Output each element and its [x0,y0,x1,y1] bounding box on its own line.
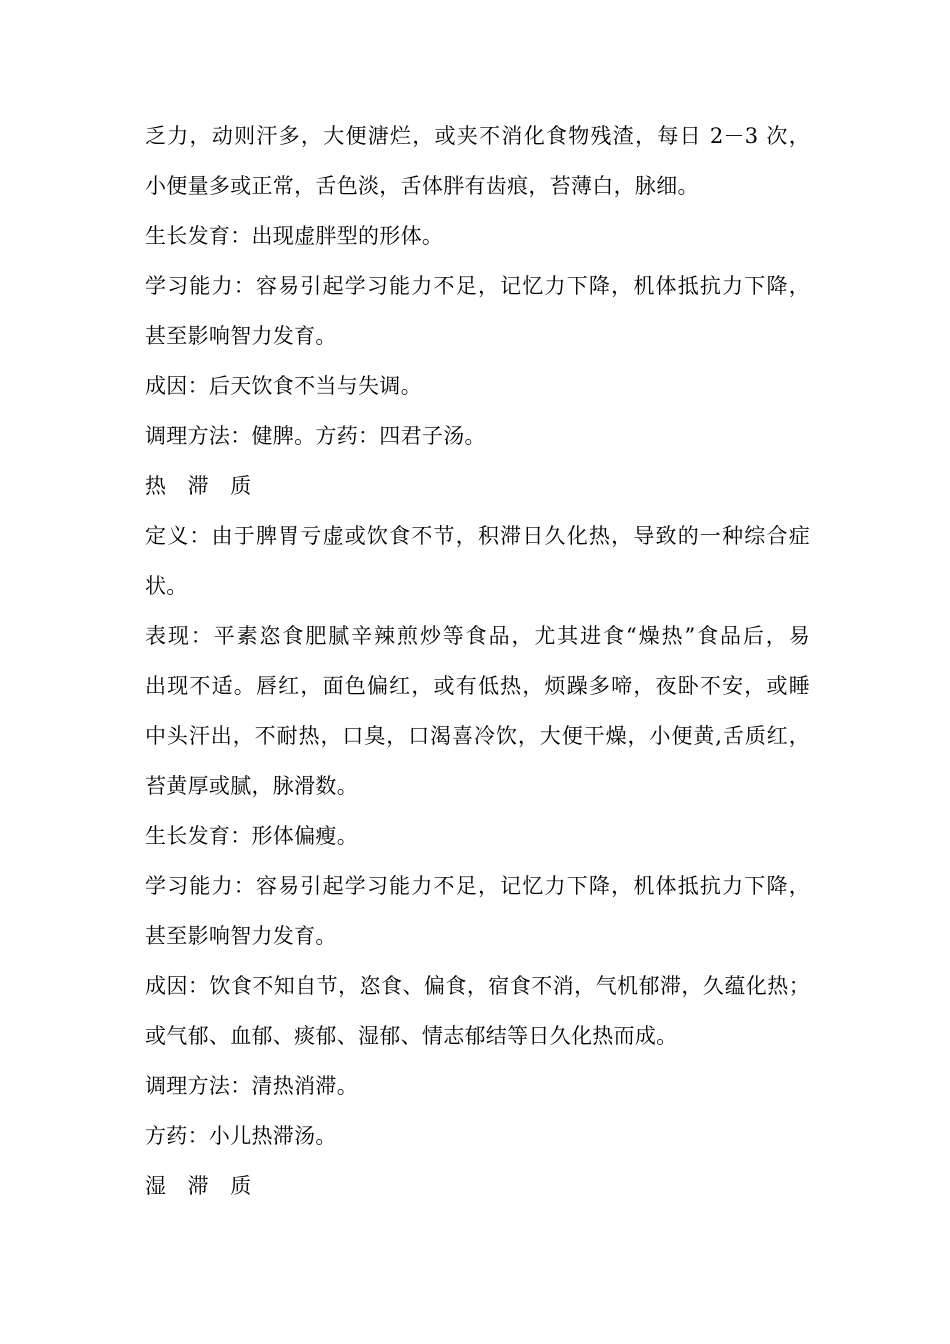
text-line: 生长发育：出现虚胖型的形体。 [145,224,444,248]
text-line: 成因：饮食不知自节，恣食、偏食，宿食不消，气机郁滞，久蕴化热； [145,974,810,998]
text-line: 表现：平素恣食肥腻辛辣煎炒等食品，尤其进食“燥热”食品后，易 [145,624,810,648]
text-line: 出现不适。唇红，面色偏红，或有低热，烦躁多啼，夜卧不安，或睡 [145,674,810,698]
text-line: 学习能力：容易引起学习能力不足，记忆力下降，机体抵抗力下降， [145,274,810,298]
text-line: 或气郁、血郁、痰郁、湿郁、情志郁结等日久化热而成。 [145,1024,678,1048]
text-line: 成因：后天饮食不当与失调。 [145,374,422,398]
section-heading: 湿 滞 质 [145,1174,252,1198]
text-line: 生长发育：形体偏瘦。 [145,824,358,848]
text-line: 方药：小儿热滞汤。 [145,1124,337,1148]
section-heading: 热 滞 质 [145,474,252,498]
document-page [145,118,810,1218]
text-line: 乏力，动则汗多，大便溏烂，或夹不消化食物残渣，每日 2－3 次， [145,124,810,148]
text-line: 中头汗出，不耐热，口臭，口渴喜冷饮，大便干燥，小便黄,舌质红， [145,724,810,748]
text-line: 甚至影响智力发育。 [145,924,337,948]
text-line: 学习能力：容易引起学习能力不足，记忆力下降，机体抵抗力下降， [145,874,810,898]
text-line: 苔黄厚或腻，脉滑数。 [145,774,358,798]
text-line: 甚至影响智力发育。 [145,324,337,348]
text-line: 定义：由于脾胃亏虚或饮食不节，积滞日久化热，导致的一种综合症 [145,524,810,548]
text-line: 小便量多或正常，舌色淡，舌体胖有齿痕，苔薄白，脉细。 [145,174,699,198]
text-line: 调理方法：健脾。方药：四君子汤。 [145,424,486,448]
text-line: 状。 [145,574,188,598]
text-line: 调理方法：清热消滞。 [145,1074,358,1098]
